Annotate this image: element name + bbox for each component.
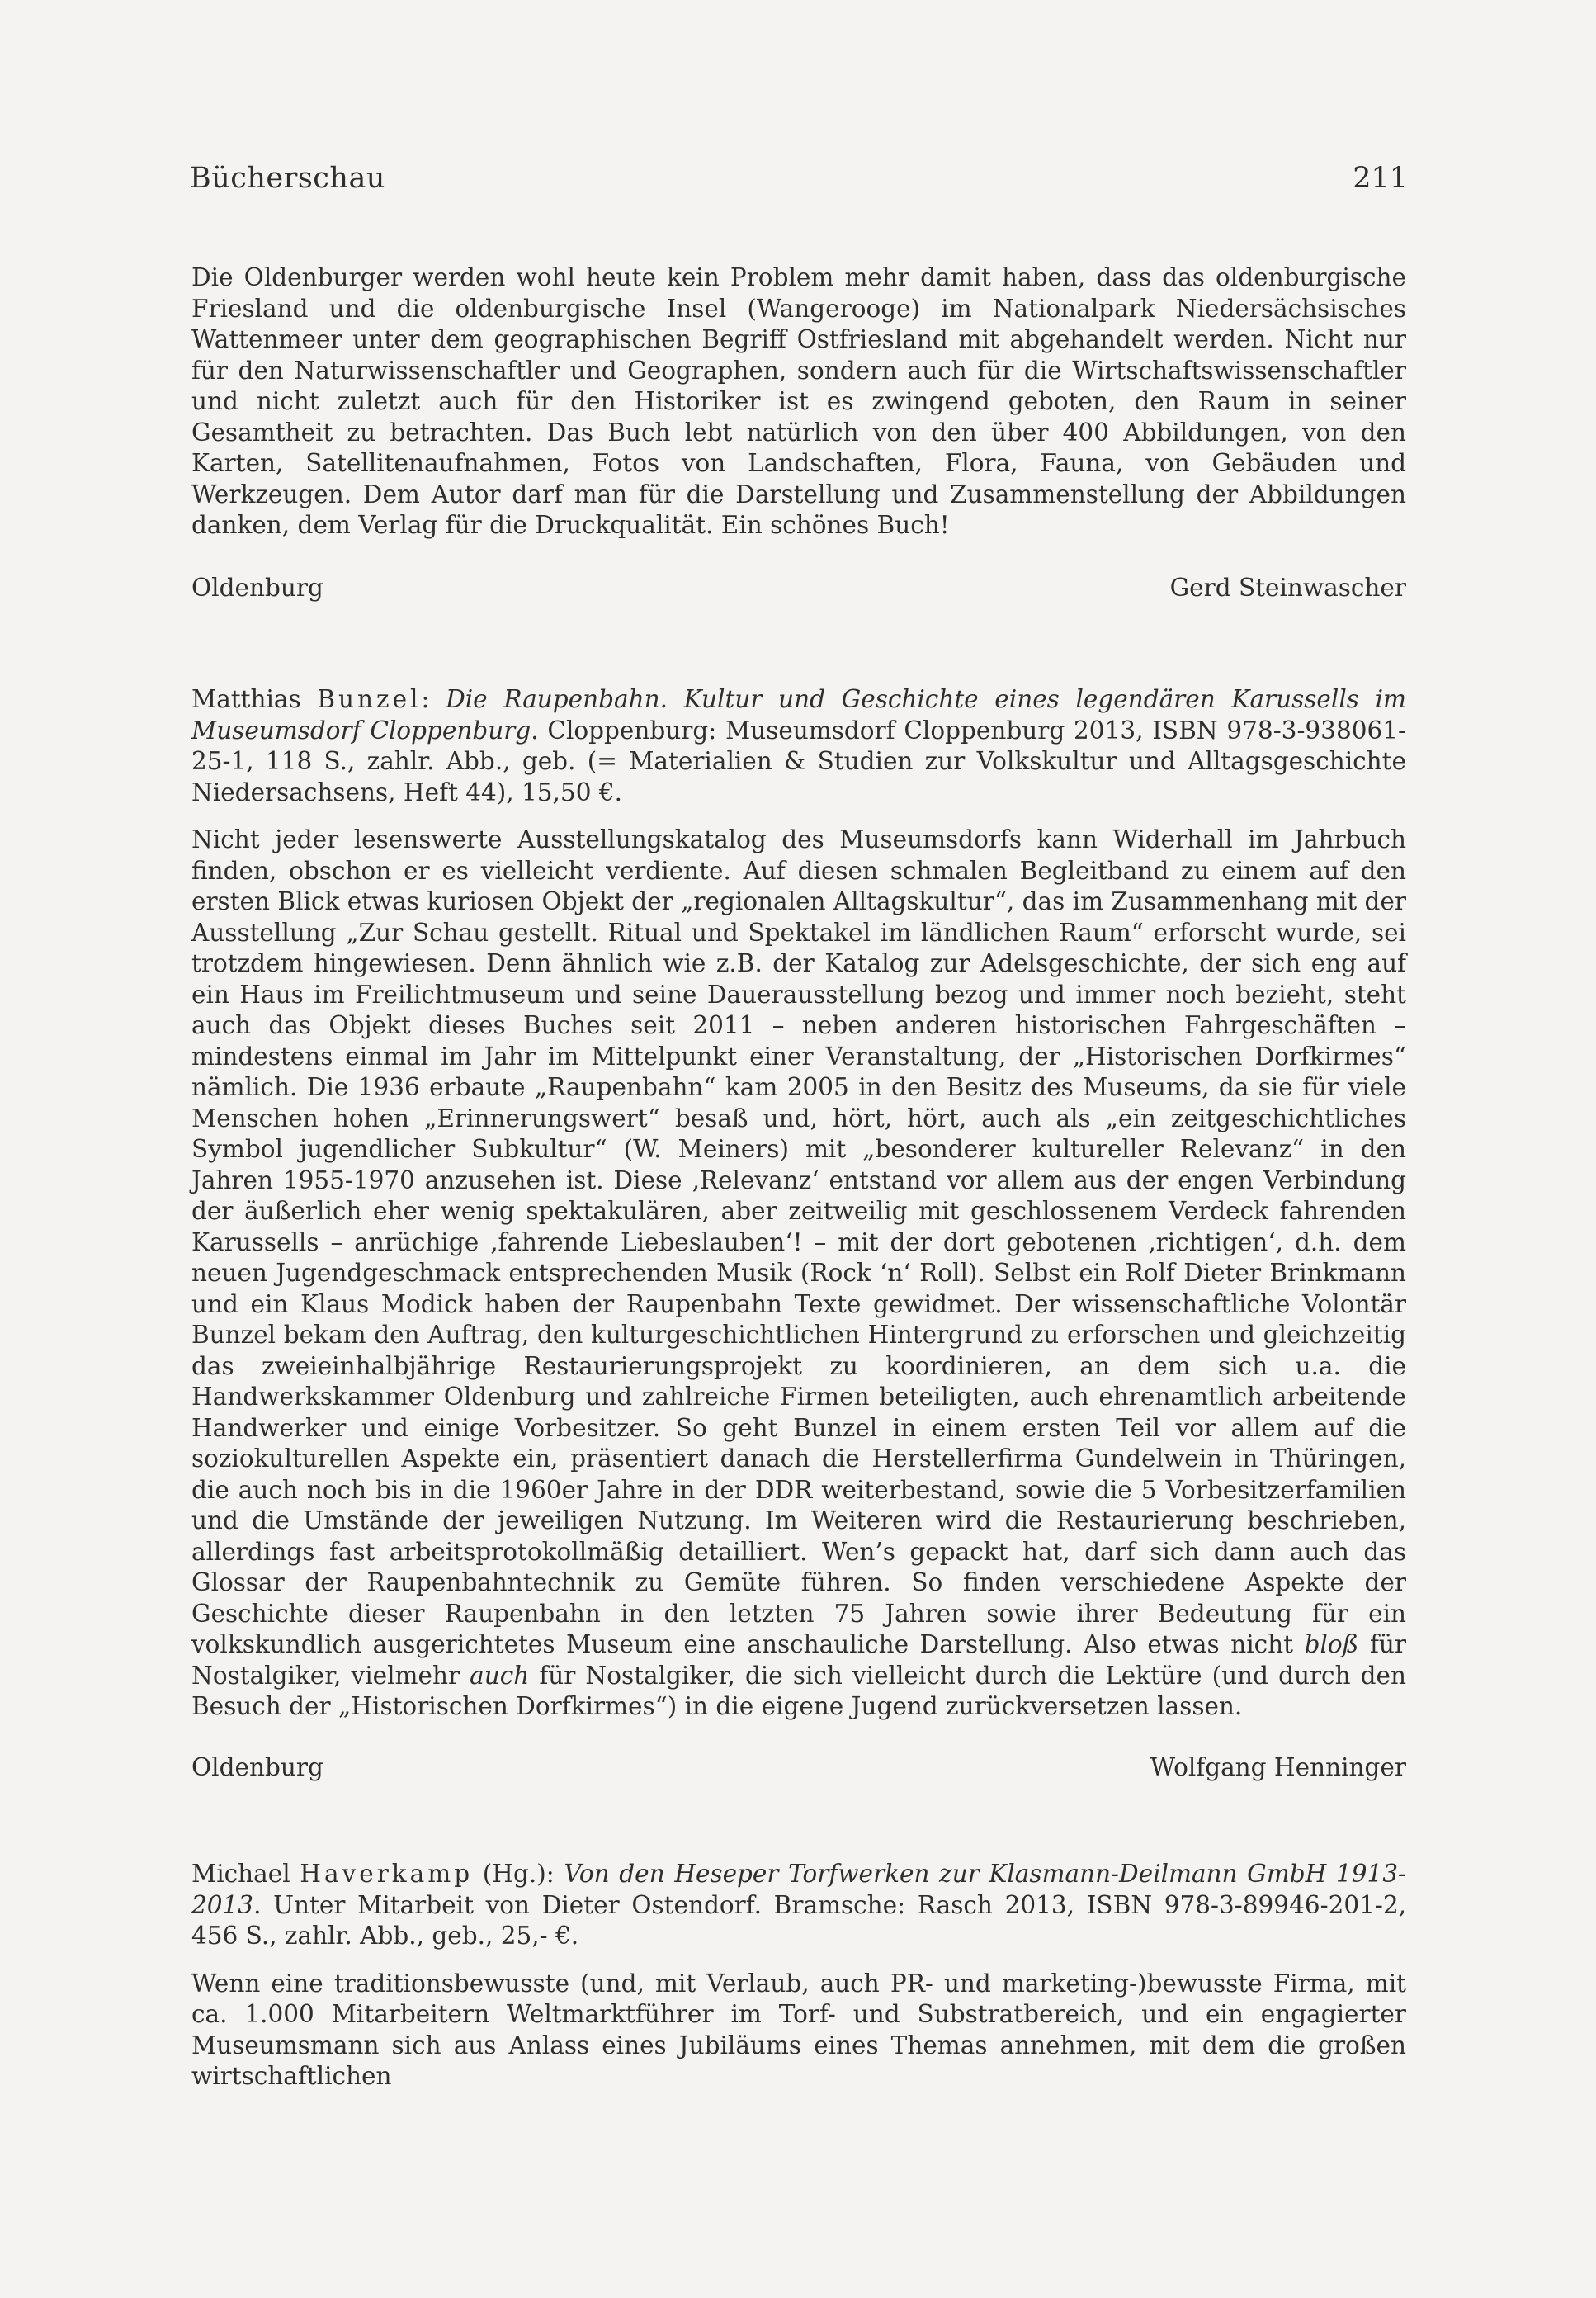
review-3-author-first: Michael (191, 1860, 300, 1888)
review-1-signature (191, 573, 1406, 604)
review-2-place: Oldenburg (191, 1752, 323, 1781)
review-3-book-details: . Unter Mitarbeit von Dieter Ostendorf. Bramsche: Rasch 2013, ISBN 978-3-89946-201-2, 456 S., zahlr. Abb., geb., 25,- €. (191, 1890, 1406, 1950)
review-2-body-c: für Nostalgiker, die sich vielleicht durch die Lektüre (und durch den Besuch der „Historischen Dorfkirmes“) in die eigene Jugend zurückversetzen lassen. (191, 1661, 1406, 1720)
review-2-citation (191, 684, 1406, 808)
review-2-body-em1: bloß (1304, 1630, 1359, 1658)
review-2-author-last: Bunzel (317, 685, 422, 713)
review-2-author-first: Matthias (191, 685, 318, 713)
review-3-author-last: Haverkamp (300, 1860, 474, 1888)
review-3-author-role: (Hg.): (473, 1860, 564, 1888)
review-1-body: Die Oldenburger werden wohl heute kein Problem mehr damit haben, dass das oldenburgische Friesland und die oldenburgische Insel (Wangerooge) im Nationalpark Niedersächsisches Wattenmeer unter dem geographischen Begriff Ostfriesland mit abgehandelt werden. Nicht nur für den Naturwissenschaftler und Geographen, sondern auch für die Wirtschaftswissenschaftler und nicht zuletzt auch für den Historiker ist es zwingend geboten, den Raum in seiner Gesamtheit zu betrachten. Das Buch lebt natürlich von den über 400 Abbildungen, von den Karten, Satellitenaufnahmen, Fotos von Landschaften, Flora, Fauna, von Gebäuden und Werkzeugen. Dem Autor darf man für die Darstellung und Zusammenstellung der Abbildungen danken, dem Verlag für die Druckqualität. Ein schönes Buch! (191, 263, 1406, 539)
page-number: 211 (1353, 162, 1408, 195)
review-2-signature (191, 1752, 1406, 1784)
review-3-citation (191, 1859, 1406, 1952)
page-content (191, 262, 1406, 2092)
review-1-reviewer: Gerd Steinwascher (1169, 573, 1406, 602)
review-2-author-sep: : (421, 685, 446, 713)
page-header (190, 162, 1408, 195)
review-2-book-title: Die Raupenbahn. Kultur und Geschichte eines legendären Karussells im Museumsdorf Cloppenburg (191, 685, 1406, 745)
review-1-place: Oldenburg (191, 573, 323, 602)
review-2-body-em2: auch (470, 1661, 530, 1690)
review-2-body (191, 825, 1406, 1723)
review-2-reviewer: Wolfgang Henninger (1150, 1752, 1406, 1781)
review-2-book-details: . Cloppenburg: Museumsdorf Cloppenburg 2013, ISBN 978-3-938061-25-1, 118 S., zahlr. Abb., geb. (= Materialien & Studien zur Volkskultur und Alltagsgeschichte Niedersachsens, Heft 44), 15,50 €. (191, 716, 1406, 806)
review-3-body: Wenn eine traditionsbewusste (und, mit Verlaub, auch PR- und marketing-)bewusste Firma, mit ca. 1.000 Mitarbeitern Weltmarktführer im Torf- und Substratbereich, und ein engagierter Museumsmann sich aus Anlass eines Jubiläums eines Themas annehmen, mit dem die großen wirtschaftlichen (191, 1969, 1406, 2090)
review-2-body-a: Nicht jeder lesenswerte Ausstellungskatalog des Museumsdorfs kann Widerhall im Jahrbuch finden, obschon er es vielleicht verdiente. Auf diesen schmalen Begleitband zu einem auf den ersten Blick etwas kuriosen Objekt der „regionalen Alltagskultur“, das im Zusammenhang mit der Ausstellung „Zur Schau gestellt. Ritual und Spektakel im ländlichen Raum“ erforscht wurde, sei trotzdem hingewiesen. Denn ähnlich wie z.B. der Katalog zur Adelsgeschichte, der sich eng auf ein Haus im Freilichtmuseum und seine Dauerausstellung bezog und immer noch bezieht, steht auch das Objekt dieses Buches seit 2011 – neben anderen historischen Fahrgeschäften – mindestens einmal im Jahr im Mittelpunkt einer Veranstaltung, der „Historischen Dorfkirmes“ nämlich. Die 1936 erbaute „Raupenbahn“ kam 2005 in den Besitz des Museums, da sie für viele Menschen hohen „Erinnerungswert“ besaß und, hört, hört, auch als „ein zeitgeschichtliches Symbol jugendlicher Subkultur“ (W. Meiners) mit „besonderer kultureller Relevanz“ in den Jahren 1955-1970 anzusehen ist. Diese ‚Relevanz‘ entstand vor allem aus der engen Verbindung der äußerlich eher wenig spektakulären, aber zeitweilig mit geschlossenem Verdeck fahrenden Karussells – anrüchige ‚fahrende Liebeslauben‘! – mit der dort gebotenen ‚richtigen‘, d.h. dem neuen Jugendgeschmack entsprechenden Musik (Rock ‘n‘ Roll). Selbst ein Rolf Dieter Brinkmann und ein Klaus Modick haben der Raupenbahn Texte gewidmet. Der wissenschaftliche Volontär Bunzel bekam den Auftrag, den kulturgeschichtlichen Hintergrund zu erforschen und gleichzeitig das zweieinhalbjährige Restaurierungsprojekt zu koordinieren, an dem sich u.a. die Handwerkskammer Oldenburg und zahlreiche Firmen beteiligten, auch ehrenamtlich arbeitende Handwerker und einige Vorbesitzer. So geht Bunzel in einem ersten Teil vor allem auf die soziokulturellen Aspekte ein, präsentiert danach die Herstellerfirma Gundelwein in Thüringen, die auch noch bis in die 1960er Jahre in der DDR weiterbestand, sowie die 5 Vorbesitzerfamilien und die Umstände der jeweiligen Nutzung. Im Weiteren wird die Restaurierung beschrieben, allerdings fast arbeitsprotokollmäßig detailliert. Wen’s gepackt hat, darf sich dann auch das Glossar der Raupenbahntechnik zu Gemüte führen. So finden verschiedene Aspekte der Geschichte dieser Raupenbahn in den letzten 75 Jahren sowie ihrer Bedeutung für ein volkskundlich ausgerichtetes Museum eine anschauliche Darstellung. Also etwas nicht (191, 825, 1406, 1658)
review-3-book-title: Von den Heseper Torfwerken zur Klasmann-Deilmann GmbH 1913-2013 (191, 1860, 1406, 1919)
review-2-body-b: für Nostalgiker, vielmehr (191, 1630, 1406, 1690)
running-title: Bücherschau (190, 162, 385, 195)
